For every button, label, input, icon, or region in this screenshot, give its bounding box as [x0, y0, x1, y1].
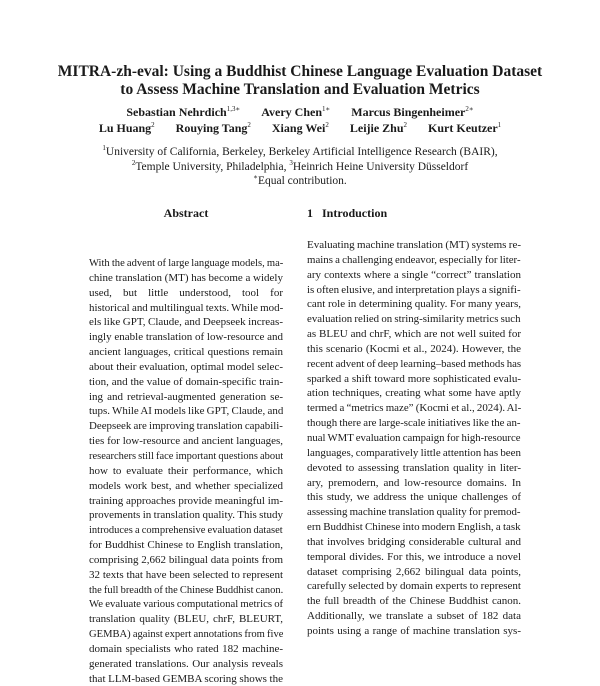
text-line: how to evaluate their performance, which	[89, 464, 283, 477]
author-list-row-1	[0, 105, 600, 120]
text-line: translation quality (BLEU, chrF, BLEURT,	[89, 613, 283, 626]
affiliation-line-2: $^2$Temple University, Philadelphia, $^3$Heinrich Heine University Düsseldorf	[131, 159, 469, 173]
text-line: ary, premodern, and low-resource domains. In	[307, 476, 521, 489]
author: Rouying Tang$^2$	[175, 121, 251, 135]
text-line: that involves bridging considerable cultural and	[307, 535, 521, 548]
text-line: carefully selected by domain experts to represent	[307, 580, 521, 593]
text-line: temporal divides. For this, we introduce a novel	[307, 550, 521, 563]
text-line: ingly enable translation of low-resource and	[89, 331, 283, 344]
text-line: training approaches provide meaningful im-	[89, 494, 283, 507]
abstract-heading: Abstract	[163, 206, 209, 220]
text-line: the full breadth of the Chinese Buddhist canon.	[89, 583, 283, 596]
text-line: ation techniques, creating what some have aptly	[307, 387, 521, 400]
text-line: domain specialists who rated 182 machine-	[89, 642, 283, 655]
text-line: cant role in determining quality. For many years,	[307, 298, 521, 311]
author: Sebastian Nehrdich$^{1,3∗}$	[126, 105, 241, 119]
paper-title-line-1: MITRA-zh-eval: Using a Buddhist Chinese Language Evaluation Dataset	[57, 63, 543, 80]
text-line: languages, comparatively little attention has been	[307, 446, 521, 459]
text-line: GEMBA) against expert annotations from five	[89, 628, 283, 641]
text-line: about their evaluation, optimal model selec-	[89, 360, 283, 373]
paper-title-line-2: to Assess Machine Translation and Evaluation Metrics	[120, 81, 480, 98]
author-list-row-2	[0, 121, 600, 136]
text-line: sparked a shift toward more sophisticated evalu-	[307, 372, 521, 385]
text-line: dataset comprising 2,662 bilingual data points,	[307, 565, 521, 578]
text-line: as BLEU and chrF, which are not well suited for	[307, 328, 521, 341]
text-line: tion, and the value of domain-specific train-	[89, 375, 283, 388]
text-line: provements in translation quality. This study	[89, 509, 283, 522]
text-line: mains a challenging endeavor, especially for liter-	[307, 253, 521, 266]
text-line: the full breadth of the Chinese Buddhist canon.	[307, 595, 521, 608]
text-line: nual WMT evaluation campaign for high-resource	[307, 431, 521, 444]
text-line: ties for low-resource and ancient languages,	[89, 435, 283, 448]
text-line: assessing machine translation quality for premod-	[307, 506, 521, 519]
text-line: is often elusive, and interpretation plays a signifi-	[307, 283, 521, 296]
text-line: els like GPT, Claude, and Deepseek increas-	[89, 316, 283, 329]
author: Xiang Wei$^2$	[271, 121, 329, 135]
text-line: Additionally, we translate a subset of 182 data	[307, 610, 521, 623]
text-line: Evaluating machine translation (MT) systems re-	[307, 239, 521, 251]
introduction-heading: 1 Introduction	[307, 206, 388, 220]
text-line: Deepseek are improving translation capabili-	[89, 420, 283, 433]
affiliation-line-1: $^1$University of California, Berkeley, Berkeley Artificial Intelligence Research (BAIR),	[102, 144, 498, 158]
text-line: evaluation relied on string-similarity metrics such	[307, 313, 521, 326]
author: Avery Chen$^{1∗}$	[261, 105, 331, 119]
text-line: tups. While AI models like GPT, Claude, and	[89, 405, 283, 418]
text-line: this study, we address the unique challenges of	[307, 491, 521, 504]
text-line: ing and retrieval-augmented generation se-	[89, 390, 283, 403]
introduction-body	[307, 238, 521, 639]
text-line: ary contexts where a single “correct” translation	[307, 268, 521, 281]
text-line: With the advent of large language models, ma-	[89, 257, 283, 269]
text-line: that LLM-based GEMBA scoring shows the	[89, 672, 283, 685]
text-line: termed a “metrics maze” (Kocmi et al., 2024). Al-	[307, 402, 521, 415]
text-line: though there are large-scale initiatives like the an-	[307, 417, 521, 430]
text-line: models work best, and whether specialized	[89, 479, 283, 492]
equal-contribution-note: ∗Equal contribution.	[253, 173, 347, 187]
author: Lu Huang$^2$	[98, 121, 155, 135]
text-line: used, but little understood, tool for	[89, 286, 283, 299]
text-line: We evaluate various computational metrics of	[89, 598, 283, 611]
text-line: this scenario (Kocmi et al., 2024). However, the	[307, 342, 521, 355]
author: Leijie Zhu$^2$	[349, 121, 408, 135]
abstract-body	[89, 256, 283, 686]
author: Marcus Bingenheimer$^{2∗}$	[351, 105, 474, 119]
text-line: 32 texts that have been selected to represent	[89, 568, 283, 581]
text-line: points using a range of machine translation sys-	[307, 624, 521, 637]
text-line: recent advent of deep learning–based methods has	[307, 357, 521, 370]
text-line: for Buddhist Chinese to English translation,	[89, 539, 283, 552]
text-line: introduces a comprehensive evaluation dataset	[89, 524, 283, 537]
author: Kurt Keutzer$^1$	[428, 121, 502, 135]
text-line: ern Buddhist Chinese into modern English, a task	[307, 521, 521, 534]
text-line: devoted to assessing translation quality in liter-	[307, 461, 521, 474]
text-line: ancient languages, critical questions remain	[89, 346, 283, 359]
text-line: chine translation (MT) has become a widely	[89, 271, 283, 284]
text-line: generated translations. Our analysis reveals	[89, 657, 283, 670]
text-line: researchers still face important questions about	[89, 449, 283, 462]
text-line: historical and multilingual texts. While mod-	[89, 301, 283, 314]
text-line: comprising 2,662 bilingual data points from	[89, 553, 283, 566]
